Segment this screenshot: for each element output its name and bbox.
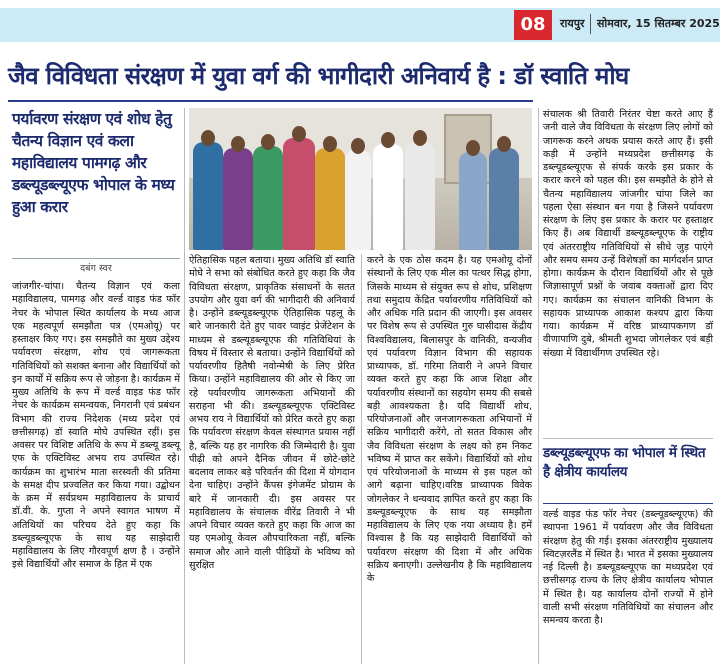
sidebar-box-heading-rule — [543, 503, 713, 504]
photo-head — [261, 134, 275, 150]
masthead-bar — [0, 0, 720, 46]
photo-person — [223, 148, 253, 250]
article-subheadline: पर्यावरण संरक्षण एवं शोध हेतु चैतन्य विज्ञान एवं कला महाविद्यालय पामगढ़ और डब्ल्यूडब्ल्यूएफ भोपाल के मध्य हुआ करार — [12, 110, 175, 216]
column-divider — [538, 108, 539, 664]
article-column-4: संचालक श्री तिवारी निरंतर चेष्टा करते आए हैं जनी वाले जैव विविधता के संरक्षण लिए लोगों को जागरूक करने अथक प्रयास करते आए हैं। इसी कड़ी में उन्होंने मध्यप्रदेश छत्तीसगढ़ के डब्ल्यूडब्ल्यूएफ से संपर्क करके इस प्रकार के करार करने को पहल की। इस समझौते के होने से चैतन्य महाविद्यालय जांजगीर चांपा जिले का पहला ऐसा संस्थान बन गया है जिसने पर्यावरण संरक्षण के लिए इस प्रकार के करार पर हस्ताक्षर किए हैं। अब विद्यार्थी डब्ल्यूडब्ल्यूएफ के राष्ट्रीय एवं अंतरराष्ट्रीय गतिविधियों से सीधे जुड़ पाएंगे और समय समय उन्हें विशेषज्ञों का मार्गदर्शन प्राप्त होगा। कार्यक्रम के दौरान विद्यार्थियों और से पूछे जिज्ञासापूर्ण प्रश्नों के जवाब वक्ताओं द्वारा दिए गए। कार्यक्रम का संचालन वानिकी विभाग के सहायक प्राध्यापक आकाश कश्यप द्वारा किया गया। कार्यक्रम में वरिष्ठ प्राध्यापकगण डॉ वीणापाणि दुबे, श्रीमती शुभदा जोगलेकर एवं बड़ी संख्या में विद्यार्थीगण उपस्थित रहे। — [543, 109, 713, 359]
article-column-2: ऐतिहासिक पहल बताया। मुख्य अतिथि डॉ स्वाति मोघे ने सभा को संबोधित करते हुए कहा कि जैव विविधता संरक्षण, प्राकृतिक संसाधनों के सतत उपयोग और युवा वर्ग की भागीदारी की अनिवार्य है। उन्होंने डब्ल्यूडब्ल्यूएफ ऐतिहासिक पहलू के बारे जानकारी देते हुए पावर प्वाइंट प्रेजेंटेशन के माध्यम से डब्ल्यूडब्ल्यूएफ की गतिविधियां के विषय में विस्तार से बताया। उन्होंने विद्यार्थियों को पर्यावरणीय हितैषी नवोन्मेषी के लिए प्रेरित किया। उन्होंने महाविद्यालय की ओर से किए जा रहे पर्यावरणीय जागरूकता अभियानों की सराहना भी की। डब्ल्यूडब्ल्यूएफ एक्टिविस्ट अभय राय ने विद्यार्थियों को प्रेरित करते हुए कहा कि पर्यावरण संरक्षण केवल संस्थागत प्रयास नहीं है, बल्कि यह हर नागरिक की जिम्मेदारी है। युवा पीढ़ी को अपने दैनिक जीवन में छोटे-छोटे बदलाव लाकर बड़े परिवर्तन की दिशा में योगदान देना चाहिए। उन्होंने कैंपस इंगेजमेंट प्रोग्राम के बारे में जानकारी दी। इस अवसर पर महाविद्यालय के संचालक वीरेंद्र तिवारी ने भी अपने विचार व्यक्त करते हुए कहा कि आज का यह एमओयू केवल औपचारिकता नहीं, बल्कि समाज और आने वाली पीढ़ियों के भविष्य को सुरक्षित — [189, 255, 355, 571]
photo-head — [497, 136, 511, 152]
photo-head — [351, 138, 365, 154]
photo-person — [253, 146, 283, 250]
headline-rule — [8, 100, 533, 102]
article-column-1: जांजगीर-चांपा। चैतन्य विज्ञान एवं कला महाविद्यालय, पामगढ़ और वर्ल्ड वाइड फंड फॉर नेचर के भोपाल स्थित कार्यालय के मध्य आज एक महत्वपूर्ण समझौता पत्र (एमओयू) पर हस्ताक्षर किए गए। इस समझौते का मुख्य उद्देश्य पर्यावरण संरक्षण, शोध एवं जागरूकता गतिविधियों को सशक्त बनाना और विद्यार्थियों को इन कार्यों में सक्रिय रूप से जोड़ना है। कार्यक्रम में मुख्य अतिथि के रूप में वर्ल्ड वाइड फंड फॉर नेचर के कार्यक्रम समन्वयक, निगरानी एवं प्रबंधन विभाग की राज्य निदेशक (मध्य प्रदेश एवं छत्तीसगढ़) डॉ स्वाति मोघे उपस्थित रहीं। इस अवसर पर विशिष्ट अतिथि के रूप में डब्ल्यू डब्ल्यू एफ के एक्टिविस्ट अभय राय उपस्थित रहे। कार्यक्रम का शुभारंभ माता सरस्वती की प्रतिमा के समक्ष दीप प्रज्वलित कर किया गया। उद्बोधन के क्रम में सर्वप्रथम महाविद्यालय के प्राचार्य डॉ.वी. के. गुप्ता ने अपने स्वागत भाषण में अतिथियों का परिचय देते हुए कहा कि डब्ल्यूडब्ल्यूएफ के साथ यह साझेदारी महाविद्यालय के लिए गौरवपूर्ण क्षण है । उन्होंने इसे विद्यार्थियों और समाज के हित में एक — [12, 281, 180, 571]
article-photo — [189, 108, 532, 250]
sidebar-box-body: वर्ल्ड वाइड फंड फॉर नेचर (डब्ल्यूडब्ल्यूएफ) की स्थापना 1961 में पर्यावरण और जैव विविधता संरक्षण हेतु की गई। इसका अंतरराष्ट्रीय मुख्यालय स्विटज़रलैंड में स्थित है। भारत में इसका मुख्यालय नई दिल्ली है। डब्ल्यूडब्ल्यूएफ का मध्यप्रदेश एवं छत्तीसगढ़ राज्य के लिए क्षेत्रीय कार्यालय भोपाल में स्थित है। यह कार्यालय दोनों राज्यों में होने वाली सभी संरक्षण गतिविधियों का संचालन और समन्वय करता है। — [543, 509, 713, 626]
article-byline: दबंग स्वर — [12, 258, 180, 276]
photo-head — [466, 140, 480, 156]
photo-person — [283, 138, 315, 250]
article-column-3: करने के एक ठोस कदम है। यह एमओयू दोनों संस्थानों के लिए एक मील का पत्थर सिद्ध होगा, जिसके माध्यम से संयुक्त रूप से शोध, प्रशिक्षण तथा समुदाय केंद्रित पर्यावरणीय गतिविधियों को और अधिक गति प्रदान की जाएगी। इस अवसर पर विशेष रूप से उपस्थित गुरु घासीदास केंद्रीय विश्वविद्यालय, बिलासपुर के वानिकी, वन्यजीव एवं पर्यावरण विज्ञान विभाग की सहायक प्राध्यापक, डॉ. गरिमा तिवारी ने अपने विचार व्यक्त करते हुए कहा कि आज शिक्षा और पर्यावरणीय संस्थानों का सहयोग समय की सबसे बड़ी आवश्यकता है। यदि विद्यार्थी शोध, परियोजनाओं और जनजागरूकता अभियानों में सक्रिय भागीदारी करेंगे, तो सतत विकास और जैव विविधता संरक्षण के लक्ष्य को हम निकट भविष्य में प्राप्त कर सकेंगे। विद्यार्थियों को शोध एवं परियोजनाओं के माध्यम से इस पहल को आगे बढ़ाना चाहिए।वरिष्ठ प्राध्यापक विवेक जोगलेकर ने धन्यवाद ज्ञापित करते हुए कहा कि डब्ल्यूडब्ल्यूएफ के साथ यह समझौता महाविद्यालय के लिए एक नया अध्याय है। हमें विश्वास है कि यह साझेदारी विद्यार्थियों को पर्यावरण संरक्षण की दिशा में और अधिक सक्रिय बनाएगी। उल्लेखनीय है कि महाविद्यालय के — [367, 255, 532, 584]
masthead-date: सोमवार, 15 सितम्बर 2025 — [597, 17, 720, 30]
photo-person — [315, 148, 345, 250]
photo-person — [345, 150, 371, 250]
photo-person — [459, 152, 487, 250]
column-divider — [361, 254, 362, 664]
sidebar-box-rule — [543, 438, 713, 439]
photo-person — [193, 142, 223, 250]
photo-head — [201, 130, 215, 146]
photo-person — [489, 148, 519, 250]
page-number: 08 — [514, 10, 552, 40]
masthead-city: रायपुर — [560, 17, 585, 30]
column-divider — [184, 108, 185, 664]
article-headline: जैव विविधता संरक्षण में युवा वर्ग की भागीदारी अनिवार्य है : डॉ स्वाति मोघ — [8, 62, 629, 90]
photo-head — [413, 130, 427, 146]
photo-person — [373, 144, 403, 250]
sidebar-box-heading: डब्ल्यूडब्ल्यूएफ का भोपाल में स्थित है क्षेत्रीय कार्यालय — [543, 445, 706, 480]
photo-person — [405, 142, 435, 250]
photo-head — [323, 136, 337, 152]
photo-head — [231, 136, 245, 152]
masthead-divider — [590, 14, 591, 34]
photo-head — [381, 132, 395, 148]
photo-head — [292, 126, 306, 142]
